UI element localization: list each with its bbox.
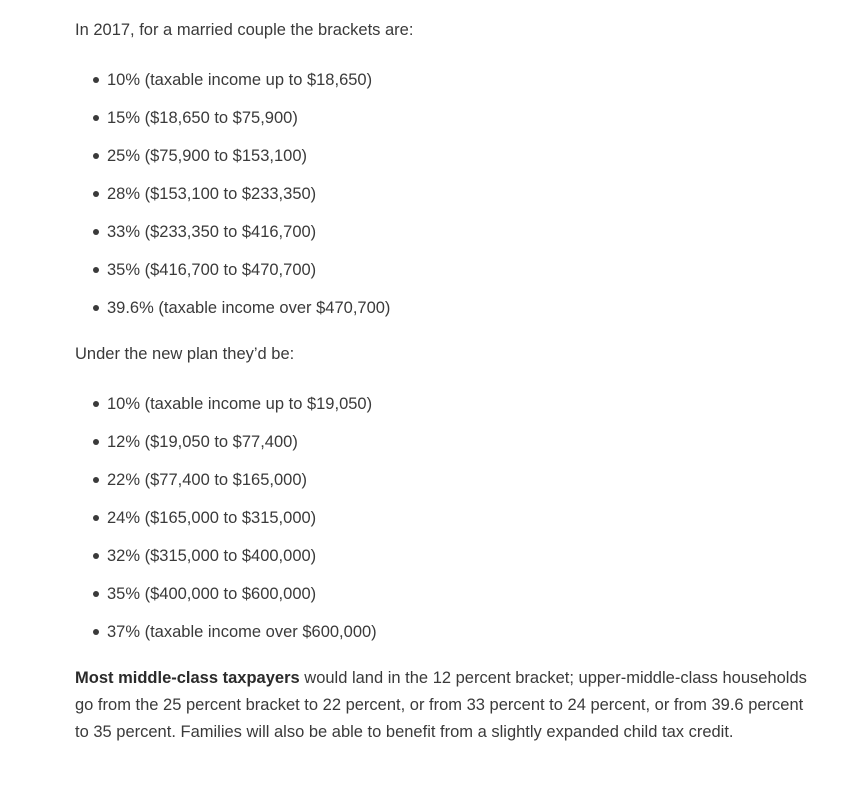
list-item xyxy=(75,429,377,467)
list-item-text: 15% ($18,650 to $75,900) xyxy=(107,109,298,127)
bullet-icon xyxy=(93,77,99,83)
list-item-text: 24% ($165,000 to $315,000) xyxy=(107,509,317,527)
list-item-text: 12% ($19,050 to $77,400) xyxy=(107,433,298,451)
list-item xyxy=(75,391,377,429)
list-item-text: 22% ($77,400 to $165,000) xyxy=(107,471,307,489)
list-item-text: 28% ($153,100 to $233,350) xyxy=(107,185,317,203)
list-item xyxy=(75,295,390,333)
intro-new-plan-paragraph: Under the new plan they’d be: xyxy=(75,345,295,363)
bullet-icon xyxy=(93,477,99,483)
bullet-icon xyxy=(93,191,99,197)
list-item-text: 39.6% (taxable income over $470,700) xyxy=(107,299,391,317)
list-item-text: 10% (taxable income up to $19,050) xyxy=(107,395,373,413)
list-item-text: 10% (taxable income up to $18,650) xyxy=(107,71,373,89)
bullet-icon xyxy=(93,305,99,311)
brackets-new-list xyxy=(75,391,377,657)
bullet-icon xyxy=(93,553,99,559)
brackets-2017-list xyxy=(75,67,390,333)
bullet-icon xyxy=(93,515,99,521)
bullet-icon xyxy=(93,439,99,445)
bullet-icon xyxy=(93,401,99,407)
list-item xyxy=(75,581,377,619)
bullet-icon xyxy=(93,229,99,235)
list-item-text: 37% (taxable income over $600,000) xyxy=(107,623,377,641)
closing-text: would land in the 12 percent bracket; upper-middle-class households go from the 25 percent bracket to 22 percent, or from 33 percent to 24 percent, or from 39.6 percent to 35 percent. Families will also be able to benefit from a slightly expanded child tax credit. xyxy=(75,669,807,741)
bullet-icon xyxy=(93,267,99,273)
bullet-icon xyxy=(93,153,99,159)
list-item xyxy=(75,543,377,581)
list-item xyxy=(75,219,390,257)
list-item-text: 35% ($416,700 to $470,700) xyxy=(107,261,317,279)
list-item xyxy=(75,257,390,295)
closing-bold-lead: Most middle-class taxpayers xyxy=(75,669,300,687)
list-item xyxy=(75,105,390,143)
list-item xyxy=(75,67,390,105)
intro-2017-paragraph: In 2017, for a married couple the brackets are: xyxy=(75,21,414,39)
bullet-icon xyxy=(93,591,99,597)
list-item xyxy=(75,467,377,505)
list-item xyxy=(75,181,390,219)
list-item xyxy=(75,143,390,181)
list-item-text: 32% ($315,000 to $400,000) xyxy=(107,547,317,565)
list-item xyxy=(75,619,377,657)
bullet-icon xyxy=(93,629,99,635)
closing-paragraph xyxy=(75,665,820,746)
bullet-icon xyxy=(93,115,99,121)
list-item-text: 33% ($233,350 to $416,700) xyxy=(107,223,317,241)
list-item xyxy=(75,505,377,543)
list-item-text: 25% ($75,900 to $153,100) xyxy=(107,147,307,165)
list-item-text: 35% ($400,000 to $600,000) xyxy=(107,585,317,603)
